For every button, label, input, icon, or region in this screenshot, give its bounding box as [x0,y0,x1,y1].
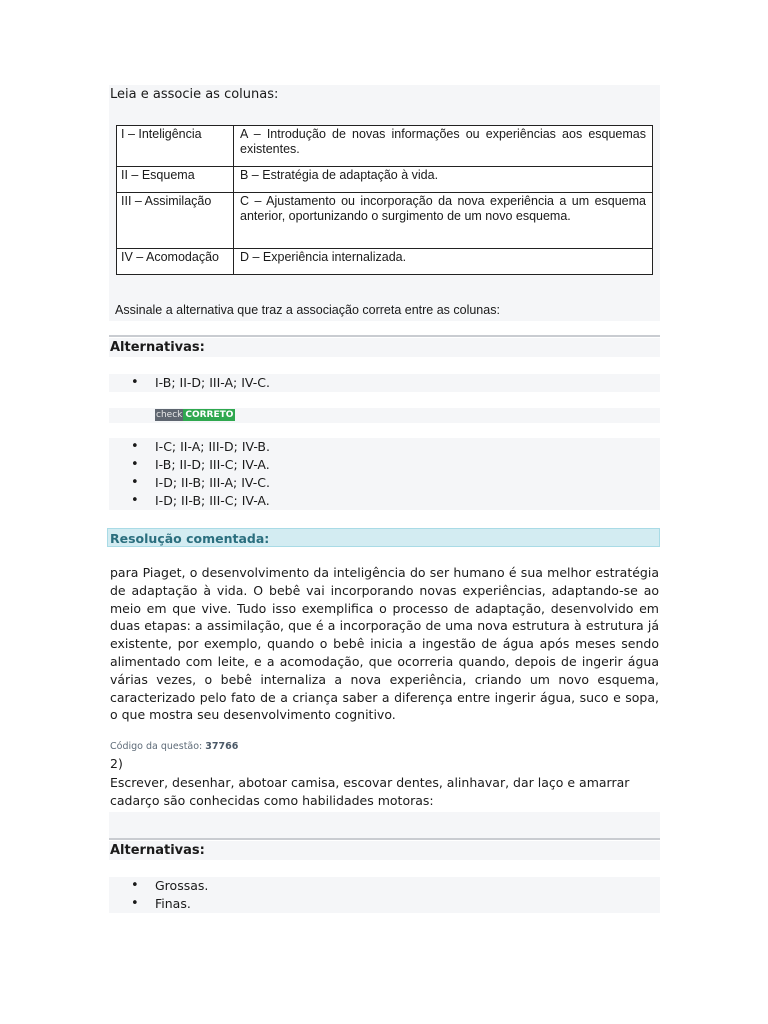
answer-feedback [109,408,660,423]
resolution-text: para Piaget, o desenvolvimento da inteligência do ser humano é sua melhor estratégia de adaptação à vida. O bebê vai incorporando novas experiências, adaptando-se ao meio em que vive. Tudo isso exemplifica o processo de adaptação, desenvolvido em duas etapas: a assimilação, que é a incorporação de uma nova estrutura à estrutura já existente, por exemplo, quando o bebê inicia a ingestão de água após meses sendo alimentado com leite, e a acomodação, que ocorreria quando, depois de ingerir água várias vezes, o bebê internaliza a nova experiência, criando um novo esquema, caracterizado pelo fato de a criança saber a diferença entre ingerir água, suco e sopa, o que mostra seu desenvolvimento cognitivo. [110,565,659,723]
correct-badge [155,409,235,421]
table-cell-right: D – Experiência internalizada. [234,249,653,275]
resolution-heading: Resolução comentada: [107,528,660,547]
alternative-list-correct [109,374,660,392]
alternative-option[interactable]: • I-C; II-A; III-D; IV-B. [109,438,660,456]
question-1-prompt: Assinale a alternativa que traz a associação correta entre as colunas: [115,303,500,317]
alternative-list [109,877,660,913]
association-table [116,125,653,275]
question-1-lead: Leia e associe as colunas: [110,87,279,102]
question-2-statement: Escrever, desenhar, abotoar camisa, escovar dentes, alinhavar, dar laço e amarrar cadarço são conhecidas como habilidades motoras: [110,775,630,808]
alternative-option[interactable]: • I-D; II-B; III-C; IV-A. [109,492,660,510]
alternatives-title: Alternativas: [109,841,660,860]
check-icon-label: check [156,410,183,420]
question-2-number: 2) [110,756,123,771]
table-cell-left: II – Esquema [117,167,234,193]
table-row [117,193,653,249]
alternatives-title: Alternativas: [109,338,660,357]
question-2-spacer [109,812,660,838]
table-row [117,167,653,193]
alternative-option[interactable]: • I-D; II-B; III-A; IV-C. [109,474,660,492]
table-cell-left: III – Assimilação [117,193,234,249]
table-cell-right: C – Ajustamento ou incorporação da nova experiência a um esquema anterior, oportunizando o surgimento de um novo esquema. [234,193,653,249]
alternative-list [109,438,660,510]
question-code-label: Código da questão: [110,741,203,752]
divider [109,838,660,840]
alternative-option[interactable]: • I-B; II-D; III-A; IV-C. [109,374,660,392]
alternative-option[interactable]: • Finas. [109,895,660,913]
divider [109,335,660,337]
table-cell-left: IV – Acomodação [117,249,234,275]
table-row [117,126,653,167]
table-row [117,249,653,275]
table-cell-right: A – Introdução de novas informações ou experiências aos esquemas existentes. [234,126,653,167]
table-cell-left: I – Inteligência [117,126,234,167]
question-1-statement [109,85,660,321]
question-code-value: 37766 [205,741,239,752]
alternative-option[interactable]: • I-B; II-D; III-C; IV-A. [109,456,660,474]
alternative-option[interactable]: • Grossas. [109,877,660,895]
correct-label: CORRETO [185,410,234,420]
question-code [110,741,238,752]
table-cell-right: B – Estratégia de adaptação à vida. [234,167,653,193]
